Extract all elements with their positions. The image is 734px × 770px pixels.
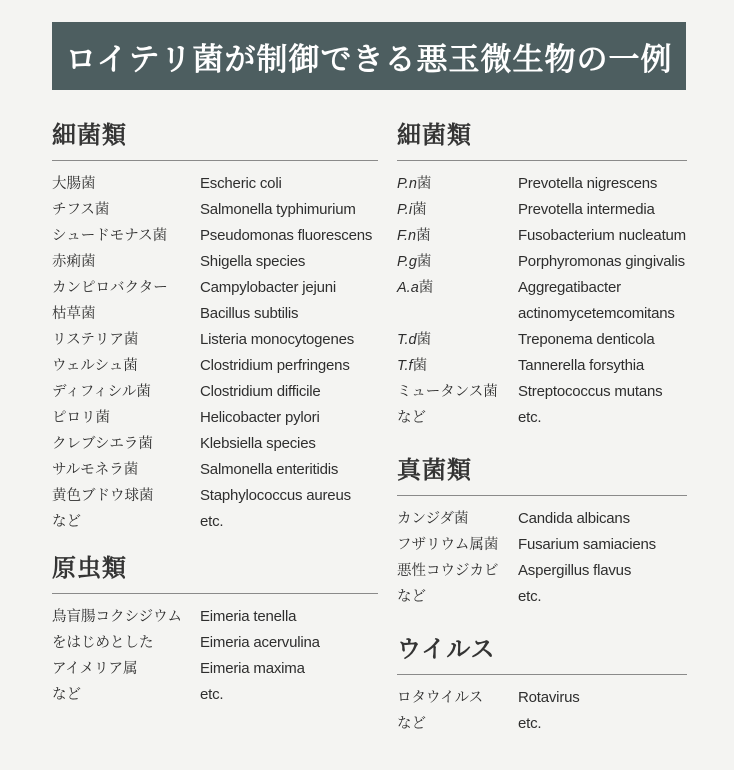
scientific-name: Treponema denticola (518, 331, 655, 348)
japanese-name: 鳥盲腸コクシジウム (52, 609, 182, 625)
scientific-name: Escheric coli (200, 175, 282, 192)
japanese-name: など (52, 687, 81, 703)
organism-row (397, 379, 687, 405)
left-column (52, 120, 378, 708)
japanese-name: 大腸菌 (52, 176, 96, 192)
scientific-name: Bacillus subtilis (200, 305, 299, 322)
organism-row (397, 506, 687, 532)
organism-row (52, 604, 378, 630)
scientific-name: Prevotella intermedia (518, 201, 655, 218)
japanese-name: 枯草菌 (52, 306, 96, 322)
scientific-name: Rotavirus (518, 689, 580, 706)
scientific-name: Eimeria acervulina (200, 634, 320, 651)
organism-row (52, 630, 378, 656)
organism-row (397, 558, 687, 584)
scientific-name: etc. (518, 715, 542, 732)
japanese-name: ディフィシル菌 (52, 384, 151, 400)
japanese-name: など (397, 716, 426, 732)
japanese-name: アイメリア属 (52, 661, 138, 677)
japanese-suffix: 菌 (416, 332, 432, 348)
organism-row (52, 223, 378, 249)
organism-row (52, 249, 378, 275)
section-virus (397, 634, 687, 737)
japanese-name (397, 171, 518, 197)
scientific-name: Shigella species (200, 253, 306, 270)
organism-list (397, 171, 687, 431)
scientific-name: Staphylococcus aureus (200, 487, 351, 504)
japanese-name (397, 249, 518, 275)
organism-row (397, 327, 687, 353)
japanese-name: ミュータンス菌 (397, 384, 498, 400)
scientific-name: Eimeria tenella (200, 608, 297, 625)
scientific-name: Salmonella typhimurium (200, 201, 356, 218)
scientific-name: Klebsiella species (200, 435, 316, 452)
species-abbreviation: T.f (397, 358, 413, 374)
japanese-name: カンジダ菌 (397, 511, 469, 527)
organism-row (52, 327, 378, 353)
japanese-name: ピロリ菌 (52, 410, 110, 426)
page-title: ロイテリ菌が制御できる悪玉微生物の一例 (65, 41, 673, 78)
organism-row (397, 353, 687, 379)
section-heading: 真菌類 (397, 455, 687, 496)
organism-list (52, 604, 378, 708)
scientific-name: Prevotella nigrescens (518, 175, 658, 192)
japanese-name: 悪性コウジカビ (397, 563, 499, 579)
japanese-name (397, 197, 518, 223)
species-abbreviation: P.i (397, 202, 413, 218)
scientific-name: Salmonella enteritidis (200, 461, 339, 478)
scientific-name: etc. (518, 409, 542, 426)
japanese-name: など (52, 514, 81, 530)
scientific-name: Candida albicans (518, 510, 630, 527)
japanese-name: シュードモナス菌 (52, 228, 168, 244)
organism-row (397, 171, 687, 197)
scientific-name: etc. (200, 513, 224, 530)
japanese-suffix: 菌 (416, 176, 432, 192)
scientific-name: Listeria monocytogenes (200, 331, 355, 348)
scientific-name: Clostridium difficile (200, 383, 321, 400)
organism-list (397, 506, 687, 610)
scientific-name: Pseudomonas fluorescens (200, 227, 373, 244)
japanese-name: をはじめとした (52, 635, 154, 651)
section-fungi (397, 455, 687, 610)
organism-row (52, 301, 378, 327)
japanese-name (397, 223, 518, 249)
species-abbreviation: P.n (397, 176, 417, 192)
japanese-name (397, 301, 518, 327)
scientific-name: Aspergillus flavus (518, 562, 632, 579)
organism-row (52, 682, 378, 708)
organism-row (52, 353, 378, 379)
japanese-suffix: 菌 (412, 202, 427, 218)
organism-row (52, 171, 378, 197)
japanese-name (397, 327, 518, 353)
scientific-name: Porphyromonas gingivalis (518, 253, 685, 270)
japanese-name: サルモネラ菌 (52, 462, 139, 478)
scientific-name: Streptococcus mutans (518, 383, 663, 400)
japanese-name: カンピロバクター (52, 280, 168, 296)
section-protozoa (52, 553, 378, 708)
species-abbreviation: P.g (397, 254, 417, 270)
japanese-name: リステリア菌 (52, 332, 139, 348)
organism-row (397, 249, 687, 275)
japanese-name: など (397, 589, 426, 605)
organism-row (52, 509, 378, 535)
section-bacteria-right (397, 120, 687, 431)
organism-row (52, 379, 378, 405)
japanese-suffix: 菌 (416, 228, 431, 244)
scientific-name: etc. (200, 686, 224, 703)
japanese-suffix: 菌 (416, 254, 432, 270)
scientific-name: Tannerella forsythia (518, 357, 645, 374)
organism-row (397, 301, 687, 327)
section-heading: ウイルス (397, 634, 687, 675)
section-heading: 細菌類 (397, 120, 687, 161)
organism-row (397, 685, 687, 711)
scientific-name: Helicobacter pylori (200, 409, 320, 426)
organism-row (52, 197, 378, 223)
japanese-name: 赤痢菌 (52, 254, 96, 270)
organism-row (397, 197, 687, 223)
scientific-name: Campylobacter jejuni (200, 279, 337, 296)
organism-list (52, 171, 378, 535)
species-abbreviation: F.n (397, 228, 417, 244)
japanese-name: ウェルシュ菌 (52, 358, 138, 374)
japanese-name (397, 353, 518, 379)
section-heading: 細菌類 (52, 120, 378, 161)
organism-row (52, 483, 378, 509)
scientific-name: Eimeria maxima (200, 660, 305, 677)
japanese-name: 黄色ブドウ球菌 (52, 488, 154, 504)
organism-row (397, 711, 687, 737)
organism-row (52, 431, 378, 457)
japanese-name: など (397, 410, 426, 426)
japanese-name: ロタウイルス (397, 690, 484, 706)
japanese-name (397, 275, 518, 301)
organism-row (52, 656, 378, 682)
right-column (397, 120, 687, 737)
organism-row (52, 275, 378, 301)
scientific-name: Clostridium perfringens (200, 357, 350, 374)
organism-row (397, 275, 687, 301)
species-abbreviation: T.d (397, 332, 417, 348)
organism-row (52, 457, 378, 483)
scientific-name: Aggregatibacter (518, 279, 621, 296)
japanese-name: フザリウム属菌 (397, 537, 499, 553)
species-abbreviation: A.a (397, 280, 419, 296)
scientific-name: Fusarium samiaciens (518, 536, 656, 553)
section-bacteria-left (52, 120, 378, 535)
japanese-suffix: 菌 (418, 280, 434, 296)
organism-row (397, 532, 687, 558)
organism-list (397, 685, 687, 737)
organism-row (397, 223, 687, 249)
japanese-name: クレブシエラ菌 (52, 436, 153, 452)
organism-row (52, 405, 378, 431)
section-heading: 原虫類 (52, 553, 378, 594)
title-banner (52, 22, 686, 90)
japanese-suffix: 菌 (412, 358, 428, 374)
organism-row (397, 584, 687, 610)
japanese-name: チフス菌 (52, 202, 110, 218)
scientific-name: Fusobacterium nucleatum (518, 227, 686, 244)
scientific-name: actinomycetemcomitans (518, 305, 675, 322)
scientific-name: etc. (518, 588, 542, 605)
organism-row (397, 405, 687, 431)
